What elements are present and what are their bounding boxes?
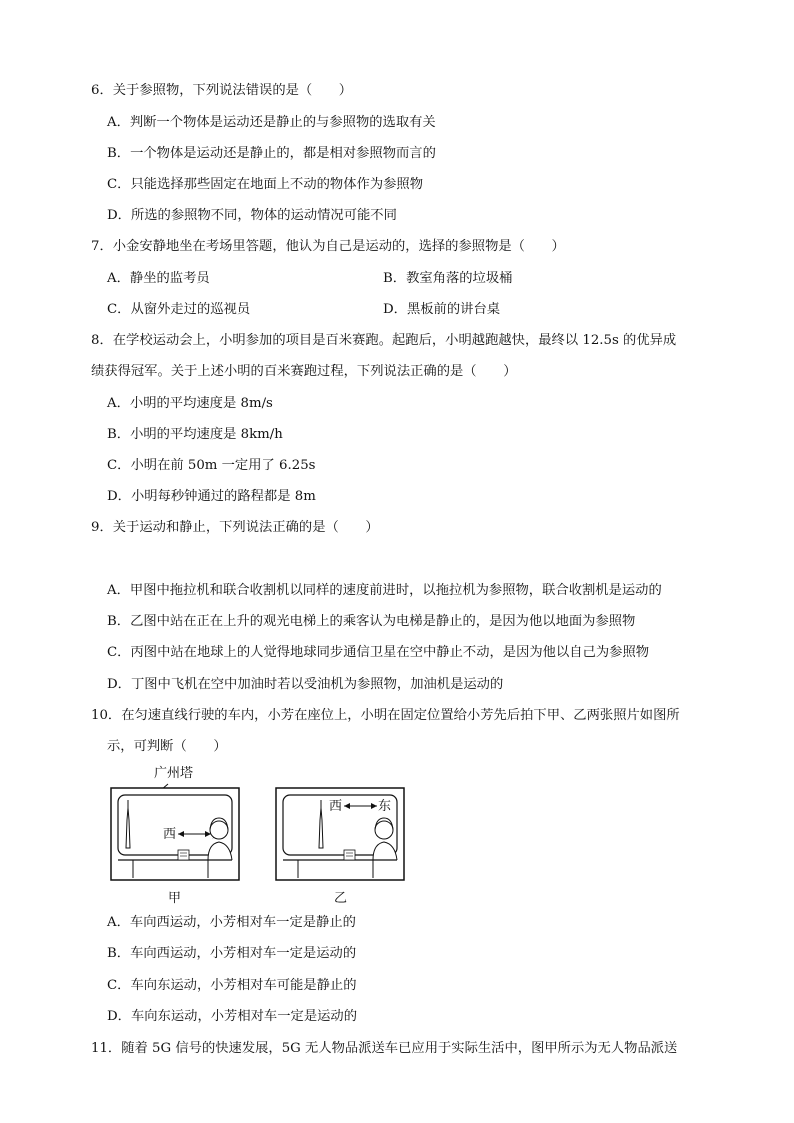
q8-option-b: B．小明的平均速度是 8km/h: [107, 427, 283, 442]
q9-option-d: D．丁图中飞机在空中加油时若以受油机为参照物，加油机是运动的: [107, 677, 504, 692]
q8-option-d: D．小明每秒钟通过的路程都是 8m: [107, 489, 316, 504]
q6-option-b: B．一个物体是运动还是静止的，都是相对参照物而言的: [107, 146, 436, 161]
q10-option-b: B．车向西运动，小芳相对车一定是运动的: [107, 946, 357, 961]
q6-option-a: A．判断一个物体是运动还是静止的与参照物的选取有关: [107, 115, 436, 130]
q7-option-a: A．静坐的监考员: [107, 271, 210, 286]
q10-option-d: D．车向东运动，小芳相对车一定是运动的: [107, 1009, 358, 1024]
photo-jia: [111, 788, 239, 880]
q10-stem-line2: 示，可判断（ ）: [107, 739, 227, 754]
q10-figure: [108, 760, 412, 910]
caption-jia: 甲: [168, 891, 182, 906]
q6-stem: 6．关于参照物，下列说法错误的是（ ）: [91, 83, 353, 98]
q9-option-c: C．丙图中站在地球上的人觉得地球同步通信卫星在空中静止不动，是因为他以自己为参照物: [107, 645, 650, 660]
q10-stem-line1: 10．在匀速直线行驶的车内，小芳在座位上，小明在固定位置给小芳先后拍下甲、乙两张照片如图所: [91, 708, 680, 723]
q9-option-b: B．乙图中站在正在上升的观光电梯上的乘客认为电梯是静止的，是因为他以地面为参照物: [107, 614, 636, 629]
q8-stem-line1: 8．在学校运动会上，小明参加的项目是百米赛跑。起跑后，小明越跑越快，最终以 12.5s 的优异成: [91, 333, 677, 348]
east-label-yi: 东: [378, 799, 392, 814]
west-label-yi: 西: [329, 799, 343, 814]
q9-option-a: A．甲图中拖拉机和联合收割机以同样的速度前进时，以拖拉机为参照物，联合收割机是运动的: [107, 583, 662, 598]
photo-yi: [276, 788, 404, 880]
q6-option-c: C．只能选择那些固定在地面上不动的物体作为参照物: [107, 177, 424, 192]
q9-stem: 9．关于运动和静止，下列说法正确的是（ ）: [91, 520, 379, 535]
q10-option-a: A．车向西运动，小芳相对车一定是静止的: [107, 915, 356, 930]
q7-option-b: B．教室角落的垃圾桶: [383, 271, 513, 286]
west-label-jia: 西: [163, 827, 177, 842]
q8-option-a: A．小明的平均速度是 8m/s: [107, 396, 273, 411]
q11-stem-line1: 11．随着 5G 信号的快速发展，5G 无人物品派送车已应用于实际生活中，图甲所示为无人物品派送: [91, 1041, 678, 1056]
q8-option-c: C．小明在前 50m 一定用了 6.25s: [107, 458, 316, 473]
q7-stem: 7．小金安静地坐在考场里答题，他认为自己是运动的，选择的参照物是（ ）: [91, 239, 565, 254]
caption-yi: 乙: [334, 891, 348, 906]
q8-stem-line2: 绩获得冠军。关于上述小明的百米赛跑过程，下列说法正确的是（ ）: [91, 364, 517, 379]
q7-option-c: C．从窗外走过的巡视员: [107, 302, 251, 317]
tower-label: 广州塔: [154, 766, 194, 781]
q10-option-c: C．车向东运动，小芳相对车可能是静止的: [107, 978, 357, 993]
q6-option-d: D．所选的参照物不同，物体的运动情况可能不同: [107, 208, 397, 223]
q7-option-d: D．黑板前的讲台桌: [383, 302, 501, 317]
